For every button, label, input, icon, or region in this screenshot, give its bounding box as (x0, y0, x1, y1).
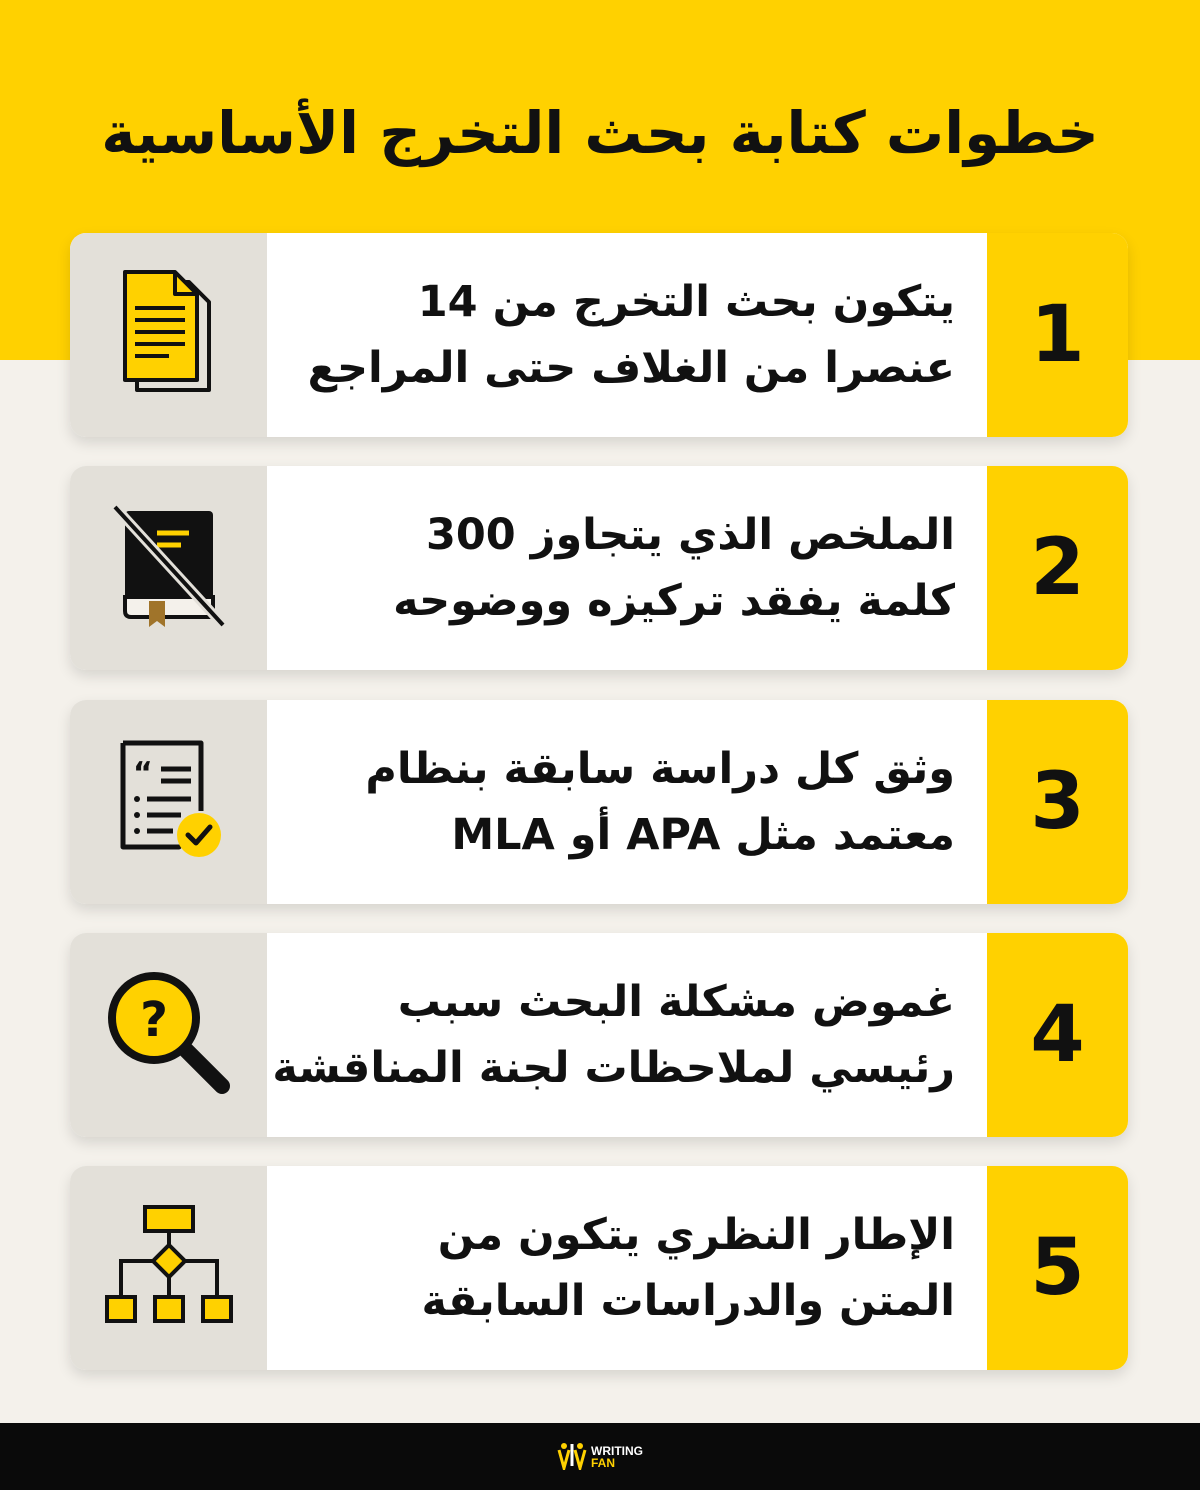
step-line-1: الإطار النظري يتكون من (437, 1210, 955, 1260)
step-number: 2 (1030, 523, 1085, 613)
brand-logo (557, 1440, 643, 1474)
svg-text:“: “ (132, 756, 153, 791)
step-text (422, 1202, 955, 1334)
step-line-2: معتمد مثل APA أو MLA (451, 810, 955, 860)
step-line-1: الملخص الذي يتجاوز 300 (425, 510, 955, 560)
logo-text-fan: FAN (591, 1455, 615, 1470)
step-line-1: وثق كل دراسة سابقة بنظام (365, 744, 955, 794)
svg-text:?: ? (139, 992, 168, 1048)
document-icon (119, 268, 219, 402)
step-text (365, 736, 955, 868)
step-line-2: كلمة يفقد تركيزه ووضوحه (393, 576, 955, 626)
step-text (393, 502, 955, 634)
step-card-5 (70, 1166, 1128, 1370)
step-line-1: يتكون بحث التخرج من 14 (417, 277, 955, 327)
step-number: 4 (1030, 990, 1085, 1080)
flowchart-icon (101, 1201, 237, 1335)
step-card-2 (70, 466, 1128, 670)
footer-bar (0, 1423, 1200, 1490)
step-line-2: رئيسي لملاحظات لجنة المناقشة (272, 1043, 955, 1093)
crossed-book-icon (109, 501, 229, 635)
step-card-3 (70, 700, 1128, 904)
question-magnifier-icon (104, 968, 234, 1102)
logo-figure-icon (557, 1440, 587, 1474)
step-line-2: عنصرا من الغلاف حتى المراجع (307, 343, 955, 393)
step-number: 5 (1030, 1223, 1085, 1313)
step-number: 1 (1030, 290, 1085, 380)
page-title: خطوات كتابة بحث التخرج الأساسية (101, 99, 1099, 167)
logo-text-writing: WRITING (591, 1443, 643, 1458)
citation-check-icon (109, 735, 229, 869)
step-text (272, 969, 955, 1101)
step-card-4 (70, 933, 1128, 1137)
step-card-1 (70, 233, 1128, 437)
step-text (308, 269, 955, 401)
step-line-1: غموض مشكلة البحث سبب (397, 977, 955, 1027)
step-number: 3 (1030, 757, 1085, 847)
step-line-2: المتن والدراسات السابقة (421, 1276, 955, 1326)
